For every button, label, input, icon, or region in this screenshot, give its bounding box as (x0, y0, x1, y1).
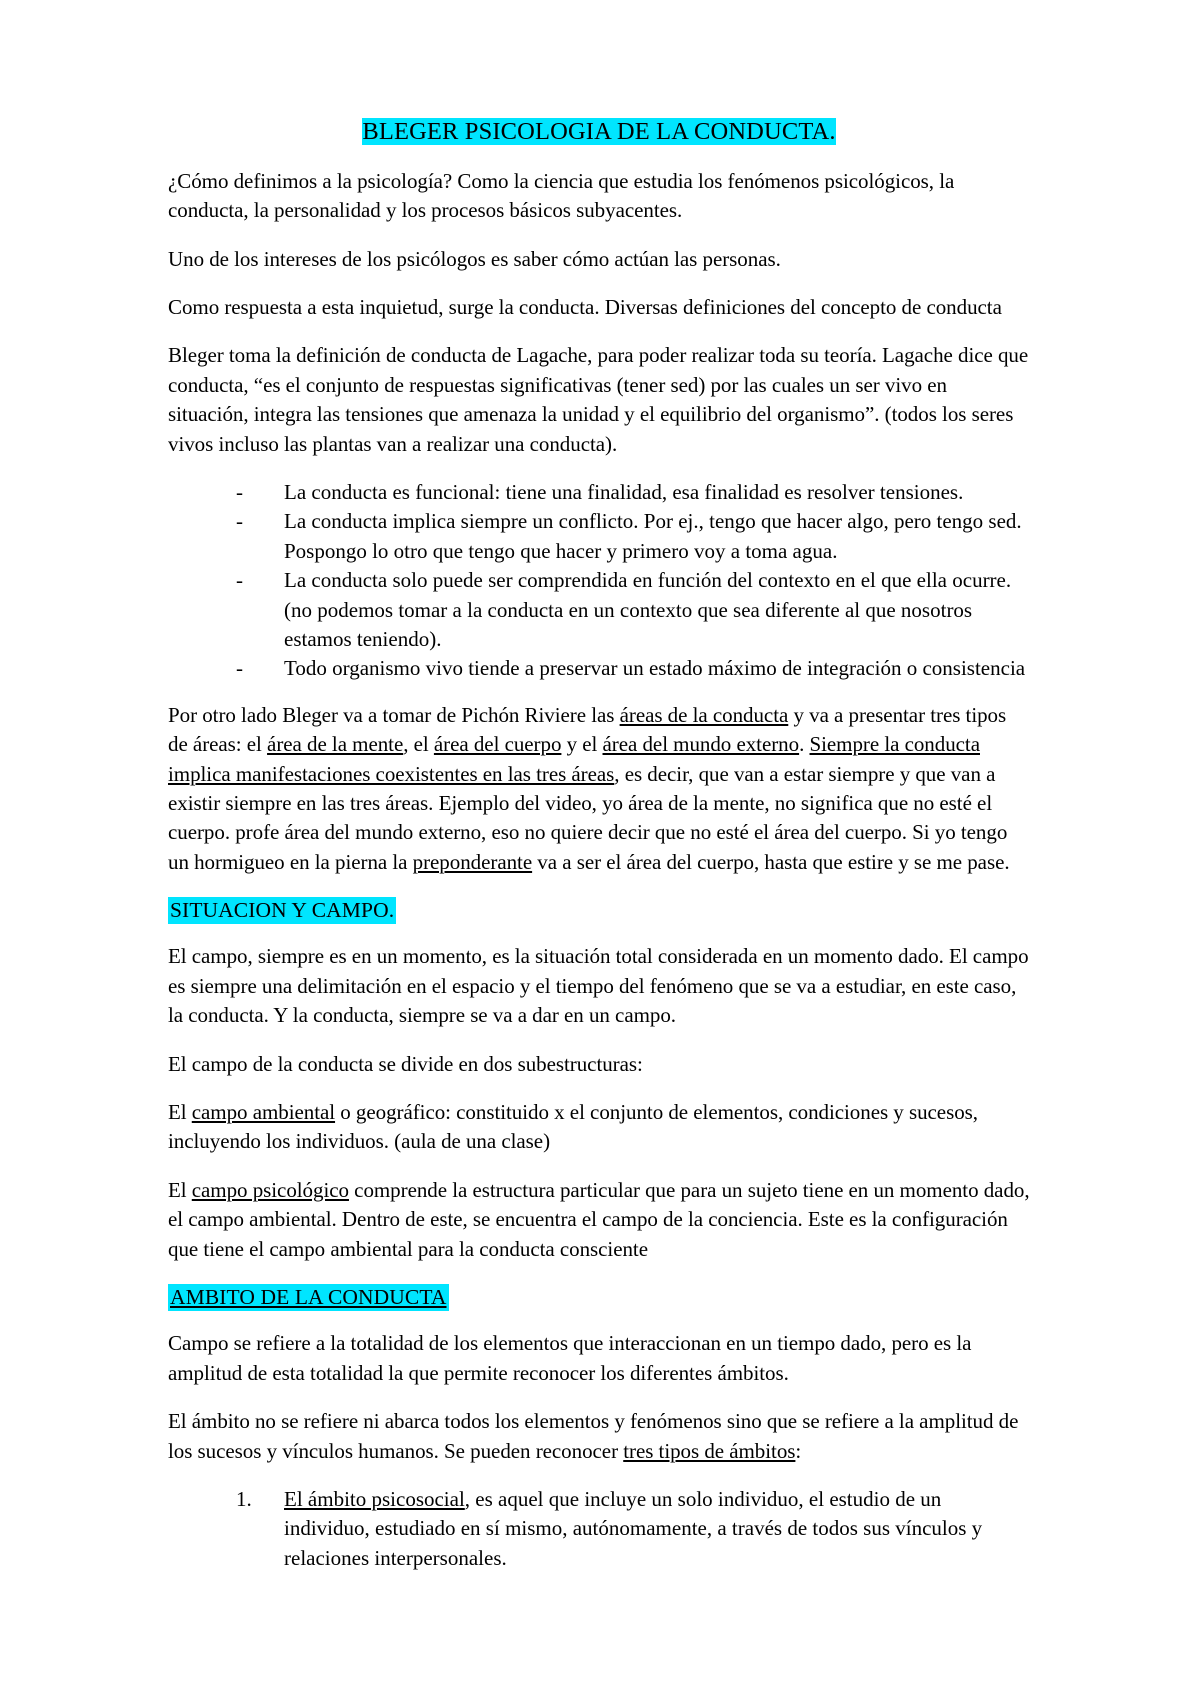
text-segment: El (168, 1100, 192, 1125)
underlined-areas-de-la-conducta: áreas de la conducta (619, 702, 789, 727)
text-segment: , el (403, 732, 434, 757)
text-segment: Por otro lado Bleger va a tomar de Pichón Riviere las (168, 702, 620, 727)
underlined-campo-ambiental: campo ambiental (191, 1100, 336, 1125)
heading-highlight: AMBITO DE LA CONDUCTA (170, 1285, 447, 1309)
list-item: - Todo organismo vivo tiende a preservar un estado máximo de integración o consistencia (236, 654, 1030, 683)
text-segment: . (799, 732, 810, 757)
paragraph-intereses-psicologos: Uno de los intereses de los psicólogos es saber cómo actúan las personas. (168, 246, 781, 271)
paragraph-campo-subestructuras: El campo de la conducta se divide en dos subestructuras: (168, 1051, 643, 1076)
paragraph-ambito-definicion (168, 1407, 1030, 1466)
underlined-ambito-psicosocial: El ámbito psicosocial (284, 1486, 465, 1511)
text-segment: El (168, 1177, 192, 1202)
text-segment: , es decir, que van a estar siempre y que van a existir siempre en las tres áreas. Ejemplo del video, yo área de la mente, no significa que no esté el cuerpo. profe área del mundo externo, eso no quiere decir que no esté el área del cuerpo. Si yo tengo un hormigueo en la pierna la (168, 761, 1008, 874)
underlined-area-de-la-mente: área de la mente (267, 732, 404, 757)
list-item: - La conducta solo puede ser comprendida en función del contexto en el que ella ocurre. (no podemos tomar a la conducta en un contexto que sea diferente al que nosotros estamos teniendo). (236, 566, 1030, 654)
heading-situacion-y-campo (168, 896, 1030, 924)
page-title-highlight: BLEGER PSICOLOGIA DE LA CONDUCTA. (362, 118, 836, 145)
text-segment: El ámbito no se refiere ni abarca todos los elementos y fenómenos sino que se refiere a la amplitud de los sucesos y vínculos humanos. Se pueden reconocer (168, 1409, 1019, 1463)
underlined-campo-psicologico: campo psicológico (191, 1177, 349, 1202)
paragraph-campo-definicion: El campo, siempre es en un momento, es la situación total considerada en un momento dado. El campo es siempre una delimitación en el espacio y el tiempo del fenómeno que se va a estudiar, en este caso, la conducta. Y la conducta, siempre se va a dar en un campo. (168, 944, 1029, 1028)
text-segment: y el (561, 732, 603, 757)
underlined-area-del-mundo-externo: área del mundo externo (602, 732, 800, 757)
underlined-area-del-cuerpo: área del cuerpo (433, 732, 562, 757)
underlined-tres-tipos-de-ambitos: tres tipos de ámbitos (623, 1438, 796, 1463)
text-segment: : (795, 1438, 802, 1463)
paragraph-definition-psicologia: ¿Cómo definimos a la psicología? Como la ciencia que estudia los fenómenos psicológicos, la conducta, la personalidad y los procesos básicos subyacentes. (168, 168, 955, 223)
paragraph-campo-psicologico (168, 1176, 1030, 1264)
paragraph-areas-de-la-conducta (168, 701, 1030, 877)
text-segment: comprende la estructura particular que para un sujeto tiene en un momento dado, el campo ambiental. Dentro de este, se encuentra el campo de la conciencia. Este es la configuración que tiene el campo ambiental para la conducta consciente (168, 1177, 1030, 1261)
list-item: - La conducta implica siempre un conflicto. Por ej., tengo que hacer algo, pero tengo sed. Pospongo lo otro que tengo que hacer y primero voy a toma agua. (236, 507, 1030, 566)
text-segment: y va a presentar tres tipos de áreas: el (168, 702, 1007, 757)
page-title (168, 118, 1030, 147)
conducta-characteristics-list (168, 478, 1030, 684)
paragraph-definicion-lagache: Bleger toma la definición de conducta de Lagache, para poder realizar toda su teoría. Lagache dice que conducta, “es el conjunto de respuestas significativas (tener sed) por las cuales un ser vivo en situación, integra las tensiones que amenaza la unidad y el equilibrio del organismo”. (todos los seres vivos incluso las plantas van a realizar una conducta). (168, 343, 1029, 456)
underlined-siempre-la-conducta: Siempre la conducta implica manifestaciones coexistentes en las tres áreas (168, 732, 980, 786)
list-item (236, 1485, 1030, 1573)
text-segment: va a ser el área del cuerpo, hasta que estire y se me pase. (532, 849, 1010, 874)
underlined-preponderante: preponderante (412, 849, 533, 874)
paragraph-campo-totalidad: Campo se refiere a la totalidad de los elementos que interaccionan en un tiempo dado, pero es la amplitud de esta totalidad la que permite reconocer los diferentes ámbitos. (168, 1331, 972, 1385)
paragraph-respuesta-inquietud: Como respuesta a esta inquietud, surge la conducta. Diversas definiciones del concepto de conducta (168, 295, 1002, 320)
ambitos-numbered-list (168, 1485, 1030, 1573)
paragraph-campo-ambiental (168, 1098, 1030, 1157)
text-segment: , es aquel que incluye un solo individuo, el estudio de un individuo, estudiado en sí mismo, autónomamente, a través de todos sus vínculos y relaciones interpersonales. (284, 1486, 983, 1570)
text-segment: o geográfico: constituido x el conjunto de elementos, condiciones y sucesos, incluyendo los individuos. (aula de una clase) (168, 1100, 978, 1154)
heading-ambito-de-la-conducta (168, 1283, 1030, 1311)
heading-highlight: SITUACION Y CAMPO. (170, 898, 395, 923)
list-item: - La conducta es funcional: tiene una finalidad, esa finalidad es resolver tensiones. (236, 478, 1030, 507)
